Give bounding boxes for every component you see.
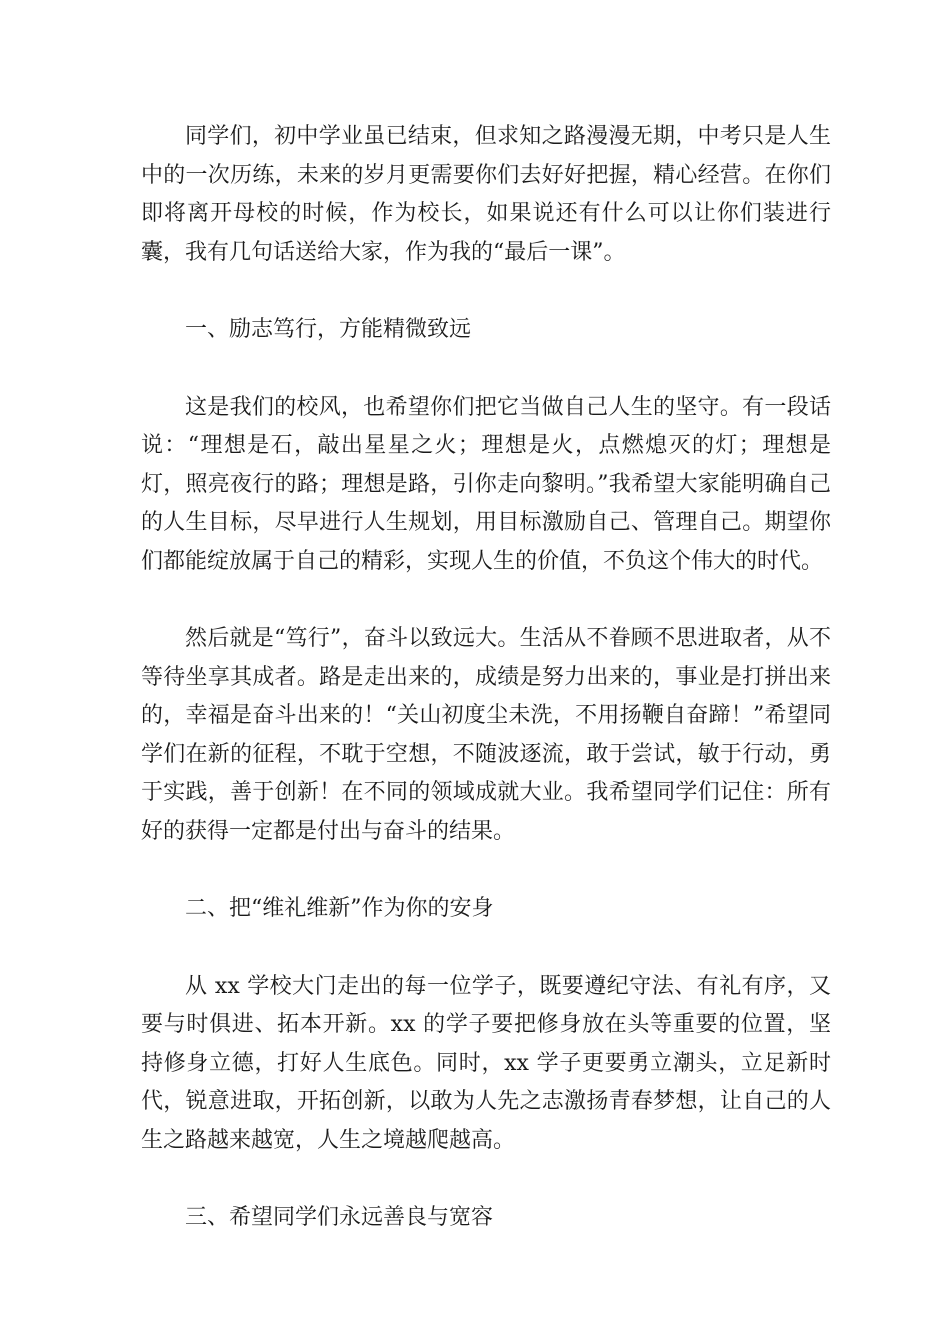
document-body	[141, 118, 831, 1277]
intro-paragraph: 同学们，初中学业虽已结束，但求知之路漫漫无期，中考只是人生中的一次历练，未来的岁月更需要你们去好好把握，精心经营。在你们即将离开母校的时候，作为校长，如果说还有什么可以让你们装进行囊，我有几句话送给大家，作为我的“最后一课”。	[141, 124, 831, 265]
section-2-paragraph-1: 从 xx 学校大门走出的每一位学子，既要遵纪守法、有礼有序，又要与时俱进、拓本开新。xx 的学子要把修身放在头等重要的位置，坚持修身立德，打好人生底色。同时，xx 学子更要勇立潮头，立足新时代，锐意进取，开拓创新，以敢为人先之志激扬青春梦想，让自己的人生之路越来越宽，人生之境越爬越高。	[141, 973, 831, 1153]
section-1-paragraph-2: 然后就是“笃行”，奋斗以致远大。生活从不眷顾不思进取者，从不等待坐享其成者。路是走出来的，成绩是努力出来的，事业是打拼出来的，幸福是奋斗出来的！“关山初度尘未洗，不用扬鞭自奋蹄！”希望同学们在新的征程，不耽于空想，不随波逐流，敢于尝试，敏于行动，勇于实践，善于创新！在不同的领域成就大业。我希望同学们记住：所有好的获得一定都是付出与奋斗的结果。	[141, 626, 831, 844]
section-heading-3: 三、希望同学们永远善良与宽容	[185, 1205, 494, 1230]
section-1-paragraph-1: 这是我们的校风，也希望你们把它当做自己人生的坚守。有一段话说：“理想是石，敲出星星之火；理想是火，点燃熄灭的灯；理想是灯，照亮夜行的路；理想是路，引你走向黎明。”我希望大家能明确自己的人生目标，尽早进行人生规划，用目标激励自己、管理自己。期望你们都能绽放属于自己的精彩，实现人生的价值，不负这个伟大的时代。	[141, 394, 831, 574]
section-heading-1: 一、励志笃行，方能精微致远	[185, 317, 472, 342]
section-heading-2: 二、把“维礼维新”作为你的安身	[185, 896, 494, 921]
